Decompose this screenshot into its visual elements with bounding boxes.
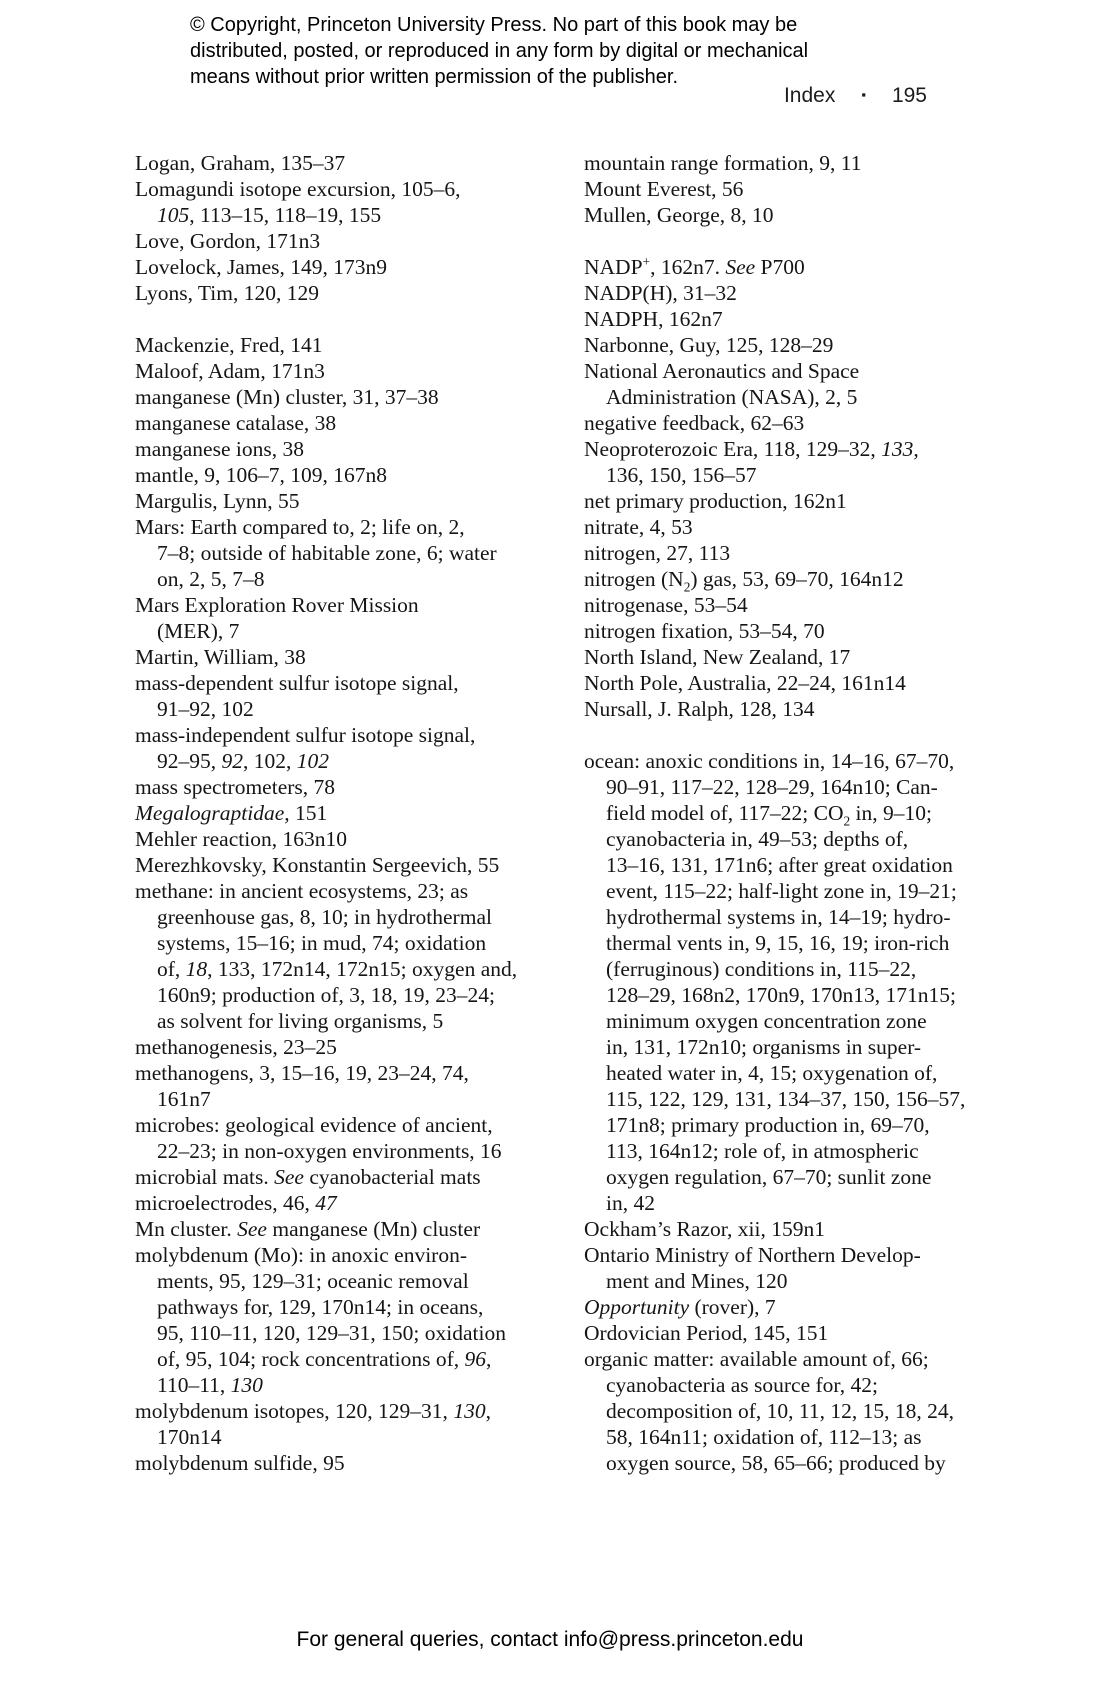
entry-line <box>135 800 570 826</box>
text-segment: nitrogenase, 53–54 <box>584 593 748 617</box>
index-entry <box>584 1346 1034 1476</box>
entry-line <box>584 592 1034 618</box>
text-segment: organic matter: available amount of, 66; <box>584 1347 929 1371</box>
text-segment: North Pole, Australia, 22–24, 161n14 <box>584 671 906 695</box>
entry-line <box>584 462 1034 488</box>
entry-line <box>584 176 1034 202</box>
entry-line <box>135 1372 570 1398</box>
entry-line <box>135 1424 570 1450</box>
text-segment: , 162n7. <box>650 255 726 279</box>
text-segment: methane: in ancient ecosystems, 23; as <box>135 879 469 903</box>
index-entry <box>135 280 570 306</box>
text-segment: methanogens, 3, 15–16, 19, 23–24, 74, <box>135 1061 469 1085</box>
entry-line <box>584 1268 1034 1294</box>
entry-line <box>135 384 570 410</box>
text-segment: methanogenesis, 23–25 <box>135 1035 337 1059</box>
text-segment: nitrogen fixation, 53–54, 70 <box>584 619 825 643</box>
index-entry <box>135 254 570 280</box>
text-segment: in, 42 <box>606 1191 655 1215</box>
text-segment: 7–8; outside of habitable zone, 6; water <box>157 541 497 565</box>
text-segment: Logan, Graham, 135–37 <box>135 151 346 175</box>
text-segment: 96 <box>464 1347 486 1371</box>
index-entry <box>135 332 570 358</box>
text-segment: Mount Everest, 56 <box>584 177 744 201</box>
index-entry <box>135 1190 570 1216</box>
index-entry <box>135 488 570 514</box>
text-segment: pathways for, 129, 170n14; in oceans, <box>157 1295 484 1319</box>
entry-line <box>584 1294 1034 1320</box>
text-segment: 128–29, 168n2, 170n9, 170n13, 171n15; <box>606 983 956 1007</box>
entry-line <box>584 800 1034 829</box>
entry-line <box>135 1346 570 1372</box>
text-segment: 133 <box>881 437 914 461</box>
index-entry <box>584 748 1034 1216</box>
page-footer <box>0 1628 1100 1652</box>
entry-line <box>584 1190 1034 1216</box>
text-segment: Love, Gordon, 171n3 <box>135 229 321 253</box>
entry-line <box>584 930 1034 956</box>
entry-line <box>135 1086 570 1112</box>
entry-line <box>135 202 570 228</box>
entry-line <box>584 202 1034 228</box>
text-segment: 161n7 <box>157 1087 211 1111</box>
text-segment: molybdenum isotopes, 120, 129–31, <box>135 1399 454 1423</box>
entry-line <box>584 644 1034 670</box>
text-segment: manganese (Mn) cluster, 31, 37–38 <box>135 385 439 409</box>
entry-line <box>584 358 1034 384</box>
index-entry <box>584 670 1034 696</box>
index-entry <box>135 436 570 462</box>
text-segment: 105 <box>157 203 190 227</box>
entry-line <box>135 1450 570 1476</box>
text-segment: Mars Exploration Rover Mission <box>135 593 419 617</box>
entry-line <box>135 1008 570 1034</box>
entry-line <box>135 956 570 982</box>
index-left-column <box>135 150 570 1476</box>
text-segment: , 151 <box>284 801 328 825</box>
entry-line <box>135 670 570 696</box>
text-segment: 2 <box>683 579 691 595</box>
entry-line <box>584 436 1034 462</box>
text-segment: manganese ions, 38 <box>135 437 304 461</box>
index-entry <box>135 1398 570 1450</box>
index-entry <box>584 1294 1034 1320</box>
entry-line <box>135 592 570 618</box>
text-segment: of, 95, 104; rock concentrations of, <box>157 1347 465 1371</box>
entry-line <box>135 748 570 774</box>
text-segment: , <box>485 1399 491 1423</box>
entry-line <box>584 280 1034 306</box>
text-segment: cyanobacteria as source for, 42; <box>606 1373 878 1397</box>
index-entry <box>584 332 1034 358</box>
entry-line <box>135 1242 570 1268</box>
text-segment: Mackenzie, Fred, 141 <box>135 333 323 357</box>
index-entry <box>135 1112 570 1164</box>
text-segment: See <box>237 1217 267 1241</box>
text-segment: 18 <box>185 957 208 981</box>
entry-line <box>584 410 1034 436</box>
entry-line <box>135 826 570 852</box>
text-segment: negative feedback, 62–63 <box>584 411 805 435</box>
text-segment: (MER), 7 <box>157 619 240 643</box>
entry-line <box>584 1008 1034 1034</box>
entry-line <box>135 1294 570 1320</box>
text-segment: NADP(H), 31–32 <box>584 281 737 305</box>
index-entry <box>135 1034 570 1060</box>
text-segment: mantle, 9, 106–7, 109, 167n8 <box>135 463 388 487</box>
entry-line <box>135 1060 570 1086</box>
entry-line <box>584 956 1034 982</box>
copyright-line: means without prior written permission of the publisher. <box>190 66 679 88</box>
text-segment: Nursall, J. Ralph, 128, 134 <box>584 697 815 721</box>
index-entry <box>584 592 1034 618</box>
index-entry <box>584 254 1034 280</box>
entry-line <box>135 228 570 254</box>
text-segment: systems, 15–16; in mud, 74; oxidation <box>157 931 487 955</box>
footer-text: For general queries, contact info@press.princeton.edu <box>296 1628 804 1651</box>
index-entry <box>135 670 570 722</box>
index-entry <box>135 1450 570 1476</box>
text-segment: 95, 110–11, 120, 129–31, 150; oxidation <box>157 1321 506 1345</box>
entry-line <box>584 774 1034 800</box>
index-entry <box>135 228 570 254</box>
index-entry <box>584 1320 1034 1346</box>
text-segment: 90–91, 117–22, 128–29, 164n10; Can- <box>606 775 938 799</box>
entry-line <box>135 774 570 800</box>
entry-line <box>135 1268 570 1294</box>
entry-line <box>135 462 570 488</box>
text-segment: , 133, 172n14, 172n15; oxygen and, <box>207 957 518 981</box>
entry-line <box>135 1138 570 1164</box>
entry-line <box>135 488 570 514</box>
index-entry <box>135 358 570 384</box>
entry-line <box>135 1320 570 1346</box>
text-segment: ments, 95, 129–31; oceanic removal <box>157 1269 469 1293</box>
text-segment: 160n9; production of, 3, 18, 19, 23–24; <box>157 983 496 1007</box>
text-segment: Martin, William, 38 <box>135 645 306 669</box>
text-segment: of, <box>157 957 186 981</box>
text-segment: in, 9–10; <box>850 801 932 825</box>
index-entry <box>584 644 1034 670</box>
text-segment: decomposition of, 10, 11, 12, 15, 18, 24, <box>606 1399 954 1423</box>
entry-line <box>135 540 570 566</box>
entry-line <box>584 904 1034 930</box>
text-segment: 13–16, 131, 171n6; after great oxidation <box>606 853 953 877</box>
entry-line <box>584 566 1034 595</box>
entry-line <box>584 1450 1034 1476</box>
entry-line <box>135 1112 570 1138</box>
text-segment: 115, 122, 129, 131, 134–37, 150, 156–57, <box>606 1087 966 1111</box>
index-entry <box>135 150 570 176</box>
entry-line <box>135 904 570 930</box>
text-segment: Maloof, Adam, 171n3 <box>135 359 325 383</box>
entry-line <box>135 514 570 540</box>
text-segment: 136, 150, 156–57 <box>606 463 757 487</box>
entry-line <box>135 930 570 956</box>
entry-line <box>135 150 570 176</box>
index-entry <box>135 1216 570 1242</box>
entry-line <box>135 332 570 358</box>
text-segment: 22–23; in non-oxygen environments, 16 <box>157 1139 502 1163</box>
text-segment: net primary production, 162n1 <box>584 489 847 513</box>
text-segment: manganese (Mn) cluster <box>266 1217 481 1241</box>
text-segment: 113, 164n12; role of, in atmospheric <box>606 1139 919 1163</box>
text-segment: cyanobacterial mats <box>303 1165 481 1189</box>
entry-line <box>584 670 1034 696</box>
entry-line <box>135 1398 570 1424</box>
entry-line <box>584 332 1034 358</box>
text-segment: Megalograptidae <box>135 801 285 825</box>
entry-line <box>584 488 1034 514</box>
text-segment: 102 <box>296 749 329 773</box>
text-segment: cyanobacteria in, 49–53; depths of, <box>606 827 909 851</box>
text-segment: , 102, <box>243 749 297 773</box>
entry-line <box>584 540 1034 566</box>
entry-line <box>584 1320 1034 1346</box>
text-segment: Mars: Earth compared to, 2; life on, 2, <box>135 515 465 539</box>
entry-line <box>135 254 570 280</box>
entry-line <box>135 982 570 1008</box>
text-segment: on, 2, 5, 7–8 <box>157 567 265 591</box>
text-segment: ment and Mines, 120 <box>606 1269 788 1293</box>
entry-line <box>135 696 570 722</box>
index-entry <box>584 358 1034 410</box>
text-segment: Mullen, George, 8, 10 <box>584 203 774 227</box>
entry-line <box>584 306 1034 332</box>
text-segment: + <box>642 253 651 269</box>
text-segment: Narbonne, Guy, 125, 128–29 <box>584 333 834 357</box>
text-segment: ) gas, 53, 69–70, 164n12 <box>690 567 904 591</box>
entry-line <box>135 410 570 436</box>
entry-line <box>584 1034 1034 1060</box>
text-segment: field model of, 117–22; CO <box>606 801 844 825</box>
text-segment: National Aeronautics and Space <box>584 359 860 383</box>
entry-line <box>584 1164 1034 1190</box>
text-segment: mass-dependent sulfur isotope signal, <box>135 671 459 695</box>
text-segment: mass-independent sulfur isotope signal, <box>135 723 476 747</box>
entry-line <box>584 982 1034 1008</box>
text-segment: molybdenum sulfide, 95 <box>135 1451 345 1475</box>
running-header <box>0 84 927 108</box>
text-segment: Ordovician Period, 145, 151 <box>584 1321 829 1345</box>
entry-line <box>584 514 1034 540</box>
text-segment: , <box>486 1347 492 1371</box>
entry-line <box>584 696 1034 722</box>
index-entry <box>135 852 570 878</box>
text-segment: molybdenum (Mo): in anoxic environ- <box>135 1243 467 1267</box>
index-entry <box>584 488 1034 514</box>
text-segment: minimum oxygen concentration zone <box>606 1009 927 1033</box>
index-entry <box>135 826 570 852</box>
text-segment: oxygen regulation, 67–70; sunlit zone <box>606 1165 932 1189</box>
text-segment: 110–11, <box>157 1373 231 1397</box>
copyright-line: © Copyright, Princeton University Press. No part of this book may be <box>190 14 798 36</box>
entry-line <box>135 1034 570 1060</box>
index-entry <box>135 462 570 488</box>
text-segment: Mn cluster. <box>135 1217 238 1241</box>
text-segment: Lyons, Tim, 120, 129 <box>135 281 319 305</box>
index-entry <box>584 1242 1034 1294</box>
text-segment: thermal vents in, 9, 15, 16, 19; iron-rich <box>606 931 950 955</box>
text-segment: NADP <box>584 255 643 279</box>
entry-line <box>584 1242 1034 1268</box>
text-segment: 130 <box>230 1373 263 1397</box>
entry-line <box>584 1138 1034 1164</box>
text-segment: 171n8; primary production in, 69–70, <box>606 1113 930 1137</box>
entry-line <box>135 566 570 592</box>
index-entry <box>135 410 570 436</box>
entry-line <box>135 618 570 644</box>
text-segment: Administration (NASA), 2, 5 <box>606 385 858 409</box>
entry-line <box>584 1372 1034 1398</box>
entry-line <box>584 1424 1034 1450</box>
text-segment: North Island, New Zealand, 17 <box>584 645 851 669</box>
text-segment: NADPH, 162n7 <box>584 307 723 331</box>
text-segment: as solvent for living organisms, 5 <box>157 1009 444 1033</box>
text-segment: 130 <box>453 1399 486 1423</box>
entry-line <box>584 618 1034 644</box>
index-entry <box>584 514 1034 540</box>
text-segment: nitrogen (N <box>584 567 684 591</box>
text-segment: , <box>913 437 919 461</box>
index-entry <box>584 202 1034 228</box>
page-number: 195 <box>891 84 927 107</box>
index-entry <box>584 306 1034 332</box>
text-segment: , 113–15, 118–19, 155 <box>189 203 382 227</box>
entry-line <box>584 1398 1034 1424</box>
text-segment: mountain range formation, 9, 11 <box>584 151 862 175</box>
index-entry <box>135 1164 570 1190</box>
text-segment: Neoproterozoic Era, 118, 129–32, <box>584 437 882 461</box>
text-segment: 92–95, <box>157 749 222 773</box>
text-segment: Lomagundi isotope excursion, 105–6, <box>135 177 461 201</box>
text-segment: (ferruginous) conditions in, 115–22, <box>606 957 917 981</box>
index-entry <box>135 592 570 644</box>
copyright-line: distributed, posted, or reproduced in any form by digital or mechanical <box>190 40 809 62</box>
index-entry <box>135 774 570 800</box>
text-segment: Ontario Ministry of Northern Develop- <box>584 1243 921 1267</box>
entry-line <box>135 436 570 462</box>
copyright-notice <box>190 12 808 90</box>
text-segment: hydrothermal systems in, 14–19; hydro- <box>606 905 951 929</box>
text-segment: Ockham’s Razor, xii, 159n1 <box>584 1217 825 1241</box>
text-segment: 2 <box>843 813 851 829</box>
text-segment: Margulis, Lynn, 55 <box>135 489 300 513</box>
text-segment: 92 <box>221 749 243 773</box>
text-segment: ocean: anoxic conditions in, 14–16, 67–70, <box>584 749 955 773</box>
text-segment: manganese catalase, 38 <box>135 411 337 435</box>
text-segment: Opportunity <box>584 1295 690 1319</box>
text-segment: nitrogen, 27, 113 <box>584 541 731 565</box>
entry-line <box>135 358 570 384</box>
index-entry <box>135 800 570 826</box>
text-segment: 47 <box>315 1191 337 1215</box>
text-segment: 170n14 <box>157 1425 222 1449</box>
entry-line <box>584 1086 1034 1112</box>
entry-line <box>584 852 1034 878</box>
entry-line <box>135 852 570 878</box>
text-segment: P700 <box>755 255 805 279</box>
entry-line <box>135 1216 570 1242</box>
text-segment: microbes: geological evidence of ancient, <box>135 1113 493 1137</box>
text-segment: 91–92, 102 <box>157 697 254 721</box>
text-segment: See <box>274 1165 304 1189</box>
entry-line <box>135 1164 570 1190</box>
separator-bullet-icon: ▪ <box>861 87 866 102</box>
index-entry <box>584 1216 1034 1242</box>
index-entry <box>135 1242 570 1398</box>
entry-line <box>584 1112 1034 1138</box>
index-entry <box>135 514 570 592</box>
entry-line <box>135 722 570 748</box>
text-segment: See <box>725 255 756 279</box>
entry-line <box>584 1060 1034 1086</box>
text-segment: Mehler reaction, 163n10 <box>135 827 347 851</box>
text-segment: greenhouse gas, 8, 10; in hydrothermal <box>157 905 492 929</box>
text-segment: oxygen source, 58, 65–66; produced by <box>606 1451 946 1475</box>
entry-line <box>135 280 570 306</box>
text-segment: Lovelock, James, 149, 173n9 <box>135 255 387 279</box>
entry-line <box>584 1216 1034 1242</box>
index-entry <box>584 618 1034 644</box>
index-entry <box>584 696 1034 722</box>
text-segment: mass spectrometers, 78 <box>135 775 336 799</box>
entry-line <box>135 878 570 904</box>
index-entry <box>584 150 1034 176</box>
section-title: Index <box>783 84 836 107</box>
entry-line <box>135 1190 570 1216</box>
index-entry <box>584 566 1034 595</box>
text-segment: nitrate, 4, 53 <box>584 515 693 539</box>
index-entry <box>135 1060 570 1112</box>
entry-line <box>584 254 1034 280</box>
index-entry <box>135 722 570 774</box>
text-segment: heated water in, 4, 15; oxygenation of, <box>606 1061 938 1085</box>
entry-line <box>584 384 1034 410</box>
index-entry <box>584 540 1034 566</box>
index-right-column <box>584 150 1034 1476</box>
text-segment: (rover), 7 <box>689 1295 776 1319</box>
index-entry <box>135 644 570 670</box>
entry-line <box>584 878 1034 904</box>
index-entry <box>584 280 1034 306</box>
text-segment: in, 131, 172n10; organisms in super- <box>606 1035 922 1059</box>
text-segment: 58, 164n11; oxidation of, 112–13; as <box>606 1425 922 1449</box>
entry-line <box>584 826 1034 852</box>
index-entry <box>584 436 1034 488</box>
text-segment: microbial mats. <box>135 1165 275 1189</box>
text-segment: microelectrodes, 46, <box>135 1191 316 1215</box>
text-segment: event, 115–22; half-light zone in, 19–21; <box>606 879 957 903</box>
entry-line <box>584 150 1034 176</box>
index-entry <box>135 176 570 228</box>
entry-line <box>135 176 570 202</box>
entry-line <box>584 1346 1034 1372</box>
entry-line <box>135 644 570 670</box>
index-entry <box>135 878 570 1034</box>
text-segment: Merezhkovsky, Konstantin Sergeevich, 55 <box>135 853 500 877</box>
entry-line <box>584 748 1034 774</box>
index-entry <box>584 176 1034 202</box>
index-entry <box>584 410 1034 436</box>
index-entry <box>135 384 570 410</box>
